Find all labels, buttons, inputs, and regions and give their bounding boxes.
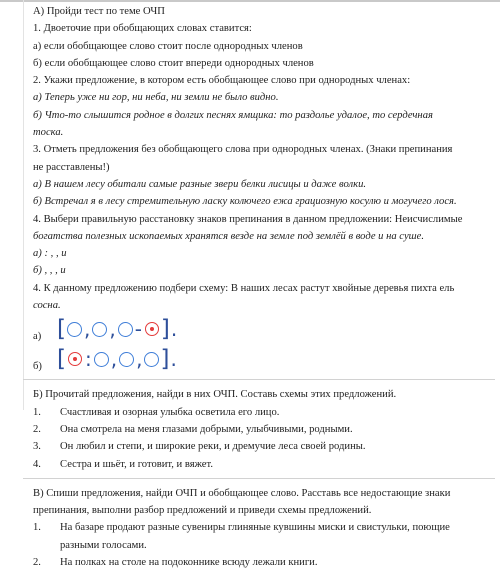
list-item: 4. Сестра и шьёт, и готовит, и вяжет. (33, 458, 213, 470)
question-4-cont: богатства полезных ископаемых хранятся везде на земле под землёй в воде и на суше. (33, 230, 424, 242)
list-item: 3. Он любил и степи, и широкие реки, и дремучие леса своей родины. (33, 441, 366, 453)
question-3: 3. Отметь предложения без обобщающего слова при однородных членах. (Знаки препинания (33, 144, 453, 156)
q4-option-b: б) , , , и (33, 265, 66, 277)
period-icon: . (170, 317, 178, 342)
q2-option-b: б) Что-то слышится родное в долгих песнях ямщика: то раздолье удалое, то сердечная (33, 109, 433, 121)
q2-option-b-cont: тоска. (33, 127, 64, 139)
section-c-title-cont: препинания, выполни разбор предложений и приведи схемы предложений. (33, 505, 372, 517)
colon-icon: : (84, 347, 92, 372)
dash-icon: - (134, 317, 142, 342)
bracket-open-icon: [ (57, 345, 66, 372)
q4-option-a: а) : , , и (33, 248, 67, 260)
question-4: 4. Выбери правильную расстановку знаков препинания в данном предложении: Неисчислимые (33, 213, 463, 225)
question-5-cont: сосна. (33, 300, 61, 312)
homogeneous-member-circle-icon (144, 352, 159, 367)
schema-b (33, 344, 495, 374)
question-1: 1. Двоеточие при обобщающих словах ставится: (33, 23, 252, 35)
schema-b-label: б) (33, 360, 42, 372)
worksheet (33, 3, 495, 571)
list-item: 1. На базаре продают разные сувениры глиняные кувшины миски и свистульки, поющие (33, 522, 450, 534)
homogeneous-member-circle-icon (92, 322, 107, 337)
top-border (0, 0, 500, 2)
section-b-list (33, 404, 495, 473)
question-2: 2. Укажи предложение, в котором есть обобщающее слово при однородных членах: (33, 75, 411, 87)
schema-a-label: а) (33, 330, 42, 342)
section-c-list (33, 519, 495, 571)
section-a-title: А) Пройди тест по теме ОЧП (33, 6, 165, 17)
section-c-title: В) Спиши предложения, найди ОЧП и обобщающее слово. Расставь все недостающие знаки (33, 487, 451, 499)
q1-option-b: б) если обобщающее слово стоит впереди однородных членов (33, 57, 314, 69)
left-margin-rule (23, 0, 24, 410)
bracket-close-icon: ] (160, 345, 170, 372)
list-item-cont: разными голосами. (60, 539, 147, 551)
bracket-close-icon: ] (160, 315, 170, 342)
list-item: 2. На полках на столе на подоконнике всюду лежали книги. (33, 557, 318, 569)
q2-option-a: а) Теперь уже ни гор, ни неба, ни земли не было видно. (33, 92, 279, 104)
generalizing-word-circle-icon (145, 322, 159, 336)
schema-a (33, 314, 495, 344)
comma-icon: , (83, 317, 91, 342)
homogeneous-member-circle-icon (94, 352, 109, 367)
q1-option-a: а) если обобщающее слово стоит после однородных членов (33, 40, 303, 52)
divider (23, 379, 495, 380)
question-5: 4. К данному предложению подбери схему: В наших лесах растут хвойные деревья пихта ель (33, 282, 455, 294)
comma-icon: , (136, 347, 143, 372)
generalizing-word-circle-icon (68, 352, 82, 366)
period-icon: . (170, 347, 177, 372)
section-b-title: Б) Прочитай предложения, найди в них ОЧП. Составь схемы этих предложений. (33, 389, 397, 401)
question-3-cont: не расставлены!) (33, 161, 110, 173)
divider (23, 478, 495, 479)
list-item: 1. Счастливая и озорная улыбка осветила его лицо. (33, 406, 280, 418)
schema-b-diagram (57, 345, 178, 372)
schema-a-diagram (57, 315, 178, 342)
homogeneous-member-circle-icon (118, 322, 133, 337)
bracket-open-icon: [ (57, 315, 66, 342)
comma-icon: , (110, 347, 118, 372)
homogeneous-member-circle-icon (119, 352, 134, 367)
q3-option-b: б) Встречал я в лесу стремительную ласку колючего ежа грациозную косулю и могучего лося. (33, 196, 457, 208)
homogeneous-member-circle-icon (67, 322, 82, 337)
q3-option-a: а) В нашем лесу обитали самые разные звери белки лисицы и даже волки. (33, 178, 367, 190)
list-item: 2. Она смотрела на меня глазами добрыми, улыбчивыми, родными. (33, 423, 353, 435)
comma-icon: , (109, 317, 116, 342)
